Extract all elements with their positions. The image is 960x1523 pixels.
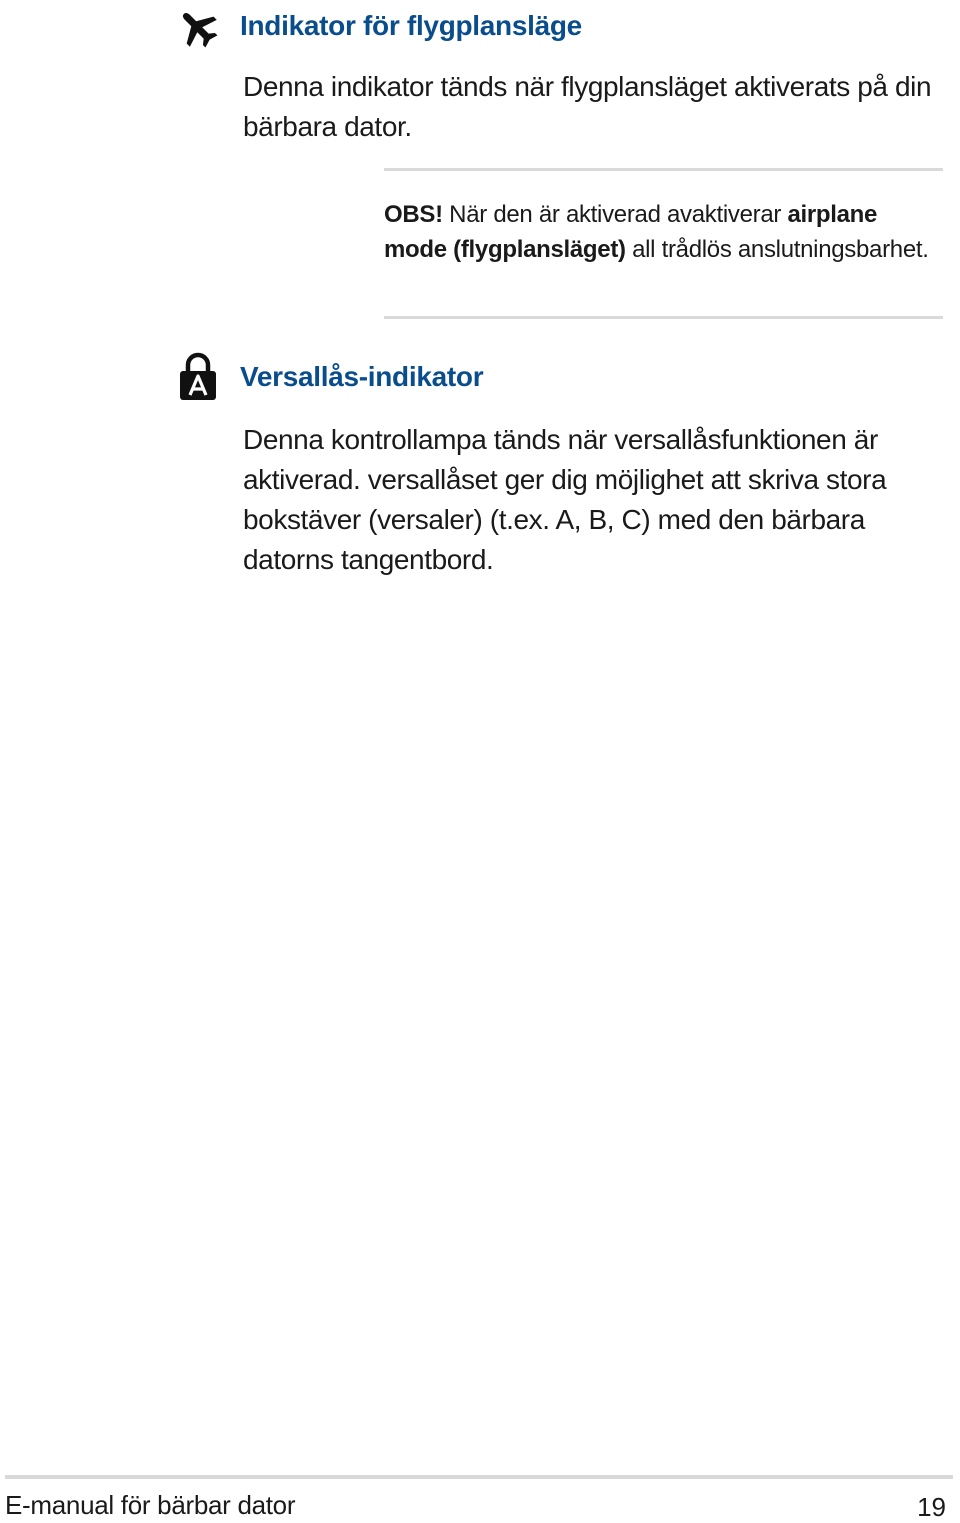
note-box: [384, 168, 943, 319]
footer-divider: [5, 1475, 953, 1479]
caps-lock-icon: [178, 352, 218, 402]
note-bold-term: airplane mode (flygplansläget): [384, 201, 878, 263]
page-number: 19: [917, 1492, 946, 1522]
section-heading-caps-lock: Versallås-indikator: [240, 361, 484, 392]
section-body-caps-lock: Denna kontrollampa tänds när versallåsfunktionen är aktiverad. versallåset ger dig möjlighet att skriva stora bokstäver (versaler) (t.ex. A, B, C) med den bärbara datorns tangentbord.: [243, 424, 887, 575]
note-text-before: När den är aktiverad avaktiverar: [442, 201, 788, 228]
section-body-airplane-mode: Denna indikator tänds när flygplansläget aktiverats på din bärbara dator.: [243, 71, 932, 142]
section-heading-airplane-mode: Indikator för flygplansläge: [240, 10, 582, 41]
note-label: OBS!: [384, 201, 443, 228]
note-text: [384, 197, 943, 267]
note-text-after: all trådlös anslutningsbarhet.: [625, 236, 929, 263]
airplane-icon: [176, 6, 220, 50]
footer-title: E-manual för bärbar dator: [5, 1490, 296, 1520]
